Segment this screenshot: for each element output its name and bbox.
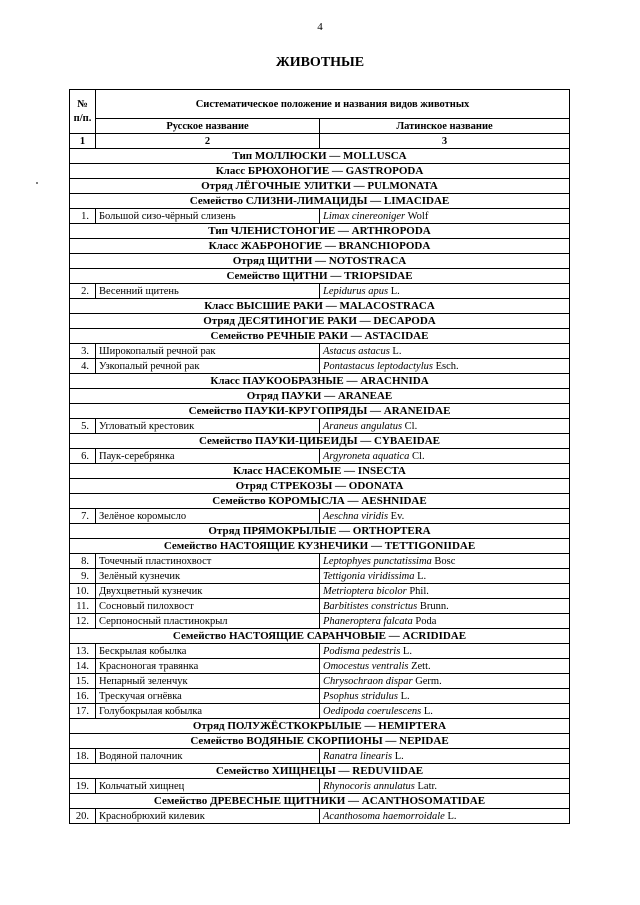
taxon-author: Cl. — [409, 450, 425, 462]
taxon-heading: Тип МОЛЛЮСКИ — MOLLUSCA — [70, 149, 570, 164]
taxon-author: L. — [421, 705, 433, 717]
species-table-body — [70, 90, 570, 824]
page-number: 4 — [317, 21, 323, 33]
russian-name: Двухцветный кузнечик — [96, 584, 320, 599]
latin-binomial: Metrioptera bicolor — [323, 585, 407, 597]
species-number: 6. — [70, 449, 96, 464]
species-number: 13. — [70, 644, 96, 659]
russian-name: Узкопалый речной рак — [96, 359, 320, 374]
latin-name — [320, 284, 570, 299]
latin-name — [320, 809, 570, 824]
taxon-author: Germ. — [412, 675, 442, 687]
taxon-heading: Семейство ЩИТНИ — TRIOPSIDAE — [70, 269, 570, 284]
number-column-header — [70, 90, 96, 134]
species-row — [70, 284, 570, 299]
species-number: 1. — [70, 209, 96, 224]
taxon-heading: Отряд ПАУКИ — ARANEAE — [70, 389, 570, 404]
latin-binomial: Ranatra linearis — [323, 750, 393, 762]
species-number: 7. — [70, 509, 96, 524]
taxon-heading: Класс БРЮХОНОГИЕ — GASTROPODA — [70, 164, 570, 179]
taxon-row — [70, 224, 570, 239]
latin-name — [320, 749, 570, 764]
species-row — [70, 779, 570, 794]
taxon-row — [70, 794, 570, 809]
latin-binomial: Acanthosoma haemorroidale — [323, 810, 445, 822]
taxon-heading: Семейство ХИЩНЕЦЫ — REDUVIIDAE — [70, 764, 570, 779]
species-number: 10. — [70, 584, 96, 599]
species-row — [70, 509, 570, 524]
species-row — [70, 674, 570, 689]
latin-binomial: Chrysochraon dispar — [323, 675, 413, 687]
species-number: 12. — [70, 614, 96, 629]
latin-binomial: Psophus stridulus — [323, 690, 398, 702]
latin-binomial: Rhynocoris annulatus — [323, 780, 415, 792]
species-number: 4. — [70, 359, 96, 374]
latin-name — [320, 554, 570, 569]
taxon-heading: Отряд ЛЁГОЧНЫЕ УЛИТКИ — PULMONATA — [70, 179, 570, 194]
taxon-author: Phil. — [406, 585, 429, 597]
species-number: 15. — [70, 674, 96, 689]
taxon-row — [70, 374, 570, 389]
subheader-row — [70, 119, 570, 134]
column-number-1: 1 — [70, 134, 96, 149]
taxon-row — [70, 464, 570, 479]
species-table — [69, 89, 570, 824]
taxon-row — [70, 254, 570, 269]
russian-name: Весенний щитень — [96, 284, 320, 299]
taxon-row — [70, 389, 570, 404]
latin-name-header: Латинское название — [320, 119, 570, 134]
russian-name: Непарный зеленчук — [96, 674, 320, 689]
latin-name — [320, 689, 570, 704]
latin-name — [320, 449, 570, 464]
latin-name — [320, 674, 570, 689]
species-row — [70, 209, 570, 224]
latin-binomial: Tettigonia viridissima — [323, 570, 415, 582]
scan-speck — [36, 182, 38, 184]
species-number: 18. — [70, 749, 96, 764]
latin-binomial: Leptophyes punctatissima — [323, 555, 432, 567]
latin-name — [320, 509, 570, 524]
species-row — [70, 584, 570, 599]
latin-binomial: Oedipoda coerulescens — [323, 705, 422, 717]
latin-name — [320, 644, 570, 659]
taxon-heading: Класс ПАУКООБРАЗНЫЕ — ARACHNIDA — [70, 374, 570, 389]
taxon-row — [70, 179, 570, 194]
species-number: 14. — [70, 659, 96, 674]
taxon-heading: Семейство СЛИЗНИ-ЛИМАЦИДЫ — LIMACIDAE — [70, 194, 570, 209]
taxon-row — [70, 494, 570, 509]
species-row — [70, 749, 570, 764]
latin-name — [320, 584, 570, 599]
taxon-heading: Отряд ПОЛУЖЁСТКОКРЫЛЫЕ — HEMIPTERA — [70, 719, 570, 734]
species-number: 16. — [70, 689, 96, 704]
species-number: 17. — [70, 704, 96, 719]
taxon-row — [70, 524, 570, 539]
latin-name — [320, 599, 570, 614]
russian-name: Сосновый пилохвост — [96, 599, 320, 614]
species-row — [70, 419, 570, 434]
taxon-row — [70, 404, 570, 419]
taxon-heading: Семейство ПАУКИ-КРУГОПРЯДЫ — ARANEIDAE — [70, 404, 570, 419]
species-number: 3. — [70, 344, 96, 359]
latin-binomial: Barbitistes constrictus — [323, 600, 418, 612]
latin-name — [320, 569, 570, 584]
russian-name-header: Русское название — [96, 119, 320, 134]
taxon-heading: Семейство ВОДЯНЫЕ СКОРПИОНЫ — NEPIDAE — [70, 734, 570, 749]
taxon-row — [70, 239, 570, 254]
species-row — [70, 689, 570, 704]
latin-name — [320, 359, 570, 374]
latin-binomial: Araneus angulatus — [323, 420, 403, 432]
column-number-3: 3 — [320, 134, 570, 149]
species-row — [70, 554, 570, 569]
systematic-position-header: Систематическое положение и названия видов животных — [96, 90, 570, 119]
russian-name: Широкопалый речной рак — [96, 344, 320, 359]
taxon-author: L. — [388, 285, 400, 297]
taxon-row — [70, 629, 570, 644]
russian-name: Кольчатый хищнец — [96, 779, 320, 794]
latin-name — [320, 209, 570, 224]
latin-name — [320, 659, 570, 674]
latin-binomial: Lepidurus apus — [323, 285, 389, 297]
species-row — [70, 344, 570, 359]
taxon-author: Latr. — [414, 780, 438, 792]
taxon-heading: Семейство НАСТОЯЩИЕ САРАНЧОВЫЕ — ACRIDIDAE — [70, 629, 570, 644]
header-row — [70, 90, 570, 119]
column-number-row — [70, 134, 570, 149]
russian-name: Трескучая огнёвка — [96, 689, 320, 704]
taxon-author: Esch. — [432, 360, 459, 372]
document-title: ЖИВОТНЫЕ — [275, 55, 365, 70]
russian-name: Серпоносный пластинокрыл — [96, 614, 320, 629]
taxon-heading: Класс НАСЕКОМЫЕ — INSECTA — [70, 464, 570, 479]
taxon-heading: Отряд ЩИТНИ — NOTOSTRACA — [70, 254, 570, 269]
taxon-row — [70, 194, 570, 209]
species-number: 19. — [70, 779, 96, 794]
column-number-2: 2 — [96, 134, 320, 149]
taxon-author: Bosc — [431, 555, 456, 567]
russian-name: Голубокрылая кобылка — [96, 704, 320, 719]
taxon-heading: Семейство ДРЕВЕСНЫЕ ЩИТНИКИ — ACANTHOSOMATIDAE — [70, 794, 570, 809]
taxon-heading: Отряд ДЕСЯТИНОГИЕ РАКИ — DECAPODA — [70, 314, 570, 329]
taxon-heading: Отряд ПРЯМОКРЫЛЫЕ — ORTHOPTERA — [70, 524, 570, 539]
species-number: 2. — [70, 284, 96, 299]
latin-name — [320, 779, 570, 794]
taxon-row — [70, 299, 570, 314]
species-number: 20. — [70, 809, 96, 824]
russian-name: Большой сизо-чёрный слизень — [96, 209, 320, 224]
taxon-author: Poda — [412, 615, 437, 627]
taxon-heading: Семейство ПАУКИ-ЦИБЕИДЫ — CYBAEIDAE — [70, 434, 570, 449]
species-row — [70, 644, 570, 659]
species-number: 8. — [70, 554, 96, 569]
taxon-heading: Тип ЧЛЕНИСТОНОГИЕ — ARTHROPODA — [70, 224, 570, 239]
russian-name: Водяной палочник — [96, 749, 320, 764]
latin-binomial: Aeschna viridis — [323, 510, 389, 522]
taxon-author: Ev. — [388, 510, 405, 522]
latin-name — [320, 614, 570, 629]
russian-name: Точечный пластинохвост — [96, 554, 320, 569]
species-row — [70, 599, 570, 614]
taxon-author: Wolf — [405, 210, 429, 222]
taxon-author: L. — [414, 570, 427, 582]
russian-name: Красноногая травянка — [96, 659, 320, 674]
latin-binomial: Omocestus ventralis — [323, 660, 409, 672]
species-row — [70, 569, 570, 584]
taxon-row — [70, 314, 570, 329]
taxon-heading: Семейство НАСТОЯЩИЕ КУЗНЕЧИКИ — TETTIGONIIDAE — [70, 539, 570, 554]
taxon-author: L. — [400, 645, 412, 657]
taxon-author: L. — [444, 810, 457, 822]
latin-name — [320, 344, 570, 359]
russian-name: Зелёное коромысло — [96, 509, 320, 524]
latin-binomial: Argyroneta aquatica — [323, 450, 410, 462]
taxon-row — [70, 539, 570, 554]
taxon-author: Brunn. — [417, 600, 449, 612]
species-row — [70, 659, 570, 674]
species-number: 9. — [70, 569, 96, 584]
latin-binomial: Phaneroptera falcata — [323, 615, 413, 627]
species-number: 5. — [70, 419, 96, 434]
latin-name — [320, 704, 570, 719]
taxon-author: Zett. — [408, 660, 431, 672]
taxon-heading: Семейство КОРОМЫСЛА — AESHNIDAE — [70, 494, 570, 509]
russian-name: Бескрылая кобылка — [96, 644, 320, 659]
taxon-author: L. — [392, 750, 404, 762]
taxon-author: Cl. — [402, 420, 418, 432]
taxon-row — [70, 164, 570, 179]
taxon-row — [70, 434, 570, 449]
number-header-label: № п/п. — [73, 98, 92, 124]
latin-binomial: Pontastacus leptodactylus — [323, 360, 433, 372]
taxon-heading: Класс ЖАБРОНОГИЕ — BRANCHIOPODA — [70, 239, 570, 254]
taxon-row — [70, 719, 570, 734]
taxon-row — [70, 269, 570, 284]
russian-name: Угловатый крестовик — [96, 419, 320, 434]
taxon-heading: Класс ВЫСШИЕ РАКИ — MALACOSTRACA — [70, 299, 570, 314]
species-row — [70, 704, 570, 719]
species-row — [70, 449, 570, 464]
russian-name: Зелёный кузнечик — [96, 569, 320, 584]
taxon-row — [70, 734, 570, 749]
species-row — [70, 809, 570, 824]
taxon-row — [70, 329, 570, 344]
taxon-author: L. — [389, 345, 402, 357]
taxon-heading: Семейство РЕЧНЫЕ РАКИ — ASTACIDAE — [70, 329, 570, 344]
species-row — [70, 359, 570, 374]
latin-name — [320, 419, 570, 434]
latin-binomial: Astacus astacus — [323, 345, 390, 357]
taxon-row — [70, 479, 570, 494]
russian-name: Краснобрюхий килевик — [96, 809, 320, 824]
taxon-heading: Отряд СТРЕКОЗЫ — ODONATA — [70, 479, 570, 494]
latin-binomial: Podisma pedestris — [323, 645, 401, 657]
taxon-row — [70, 764, 570, 779]
russian-name: Паук-серебрянка — [96, 449, 320, 464]
latin-binomial: Limax cinereoniger — [323, 210, 406, 222]
taxon-author: L. — [397, 690, 410, 702]
species-row — [70, 614, 570, 629]
taxon-row — [70, 149, 570, 164]
species-number: 11. — [70, 599, 96, 614]
